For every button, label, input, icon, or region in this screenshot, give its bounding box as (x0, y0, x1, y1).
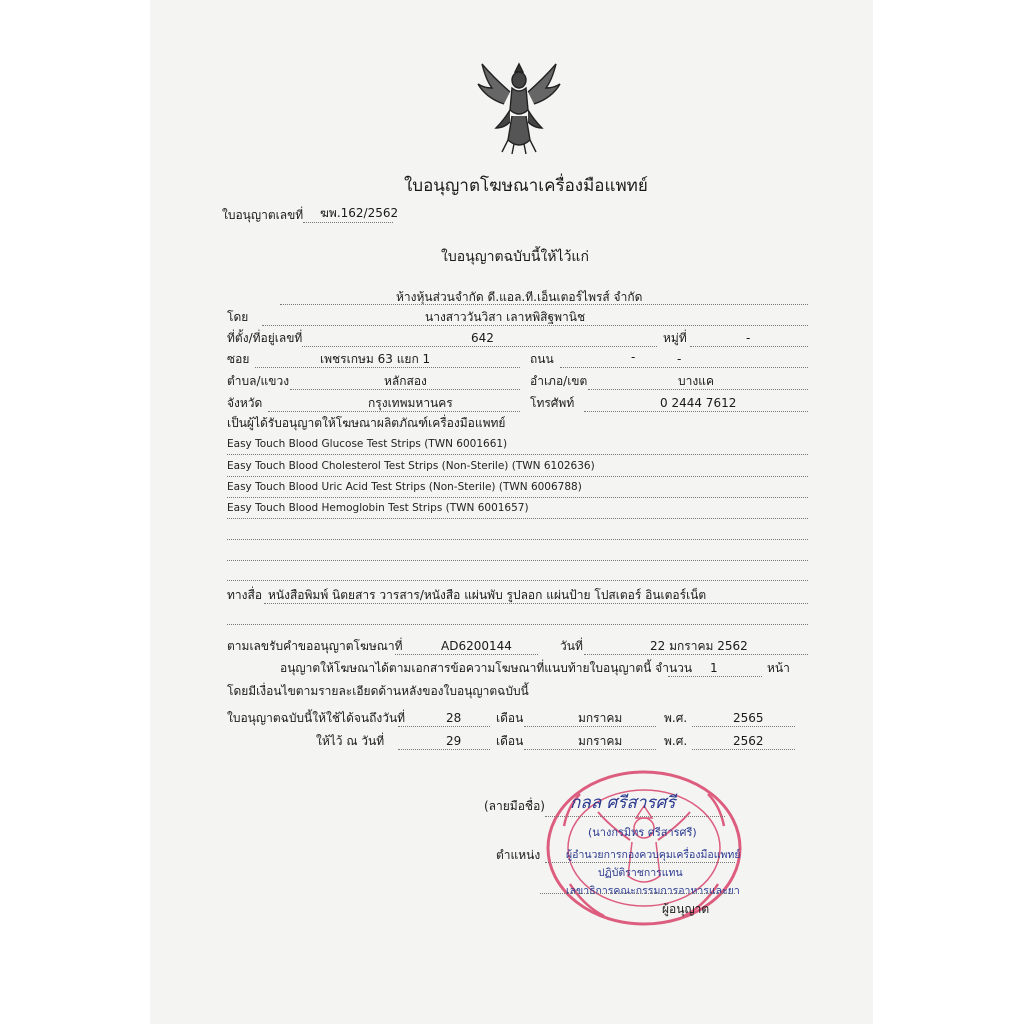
phone-label: โทรศัพท์ (530, 396, 575, 410)
product-item: Easy Touch Blood Hemoglobin Test Strips (TWN 6001657) (227, 502, 529, 514)
moo-value: - (746, 331, 751, 345)
province-value: กรุงเทพมหานคร (368, 396, 453, 410)
valid-until-day-line (398, 726, 490, 727)
product-item: Easy Touch Blood Glucose Test Strips (TWN 6001661) (227, 438, 508, 450)
address-no-line (302, 346, 657, 347)
issued-on-year-label: พ.ศ. (664, 734, 688, 748)
valid-until-month-line (524, 726, 656, 727)
valid-until-day: 28 (446, 711, 462, 725)
issued-on-month-line (524, 749, 656, 750)
product-line (227, 497, 808, 498)
subdistrict-line (290, 389, 520, 390)
request-date-line (584, 654, 808, 655)
media-line (264, 603, 808, 604)
request-label: ตามเลขรับคำขออนุญาตโฆษณาที่ (227, 639, 403, 653)
media-label: ทางสื่อ (227, 588, 263, 602)
road-dot: - (631, 350, 636, 364)
signature-script: กลล ศรีสารศรี (570, 793, 676, 813)
issued-on-label: ให้ไว้ ณ วันที่ (316, 734, 385, 748)
representative-line (262, 325, 808, 326)
position-line (540, 893, 735, 894)
issued-on-day: 29 (446, 734, 462, 748)
permission-text: เป็นผู้ได้รับอนุญาตให้โฆษณาผลิตภัณฑ์เครื่องมือแพทย์ (227, 416, 506, 430)
product-line (227, 454, 808, 455)
media-value: หนังสือพิมพ์ นิตยสาร วารสาร/หนังสือ แผ่นพับ รูปลอก แผ่นป้าย โปสเตอร์ อินเตอร์เน็ต (268, 588, 707, 602)
phone-value: 0 2444 7612 (660, 396, 737, 410)
license-no-line (303, 222, 393, 223)
moo-label: หมู่ที่ (663, 331, 687, 345)
license-no-value: ฆพ.162/2562 (320, 206, 399, 220)
province-label: จังหวัด (227, 396, 263, 410)
request-date-label: วันที่ (560, 639, 583, 653)
phone-line (584, 411, 808, 412)
soi-label: ซอย (227, 352, 250, 366)
road-label: ถนน (530, 352, 554, 366)
valid-until-year-label: พ.ศ. (664, 711, 688, 725)
licensor-label: ผู้อนุญาต (662, 902, 710, 916)
license-no-label: ใบอนุญาตเลขที่ (222, 208, 304, 222)
valid-until-year-line (692, 726, 795, 727)
attachment-count-line (668, 676, 762, 677)
district-line (588, 389, 808, 390)
issued-on-day-line (398, 749, 490, 750)
blank-line (227, 560, 808, 561)
signature-label: (ลายมือชื่อ) (484, 799, 545, 813)
issued-on-year: 2562 (733, 734, 764, 748)
subdistrict-label: ตำบล/แขวง (227, 374, 290, 388)
by-label: โดย (227, 310, 249, 324)
road-value: - (677, 352, 682, 366)
valid-until-month-label: เดือน (496, 711, 524, 725)
conditions-text: โดยมีเงื่อนไขตามรายละเอียดด้านหลังของใบอนุญาตฉบับนี้ (227, 684, 529, 698)
request-no-line (395, 654, 538, 655)
signature-line (545, 816, 725, 817)
issued-on-year-line (692, 749, 795, 750)
address-no-value: 642 (471, 331, 494, 345)
attachment-count: 1 (710, 661, 718, 675)
moo-line (690, 346, 808, 347)
soi-value: เพชรเกษม 63 แยก 1 (320, 352, 431, 366)
company-name: ห้างหุ้นส่วนจำกัด ดี.แอล.ที.เอ็นเตอร์ไพรส์ จำกัด (396, 290, 643, 304)
road-line (560, 367, 808, 368)
request-no: AD6200144 (441, 639, 512, 653)
valid-until-year: 2565 (733, 711, 764, 725)
district-label: อำเภอ/เขต (530, 374, 588, 388)
soi-line (255, 367, 520, 368)
blank-line (227, 624, 808, 625)
product-item: Easy Touch Blood Cholesterol Test Strips (Non-Sterile) (TWN 6102636) (227, 460, 595, 472)
page-label: หน้า (767, 661, 790, 675)
position-line3: เลขาธิการคณะกรรมการอาหารและยา (566, 885, 740, 897)
product-item: Easy Touch Blood Uric Acid Test Strips (Non-Sterile) (TWN 6006788) (227, 481, 582, 493)
valid-until-label: ใบอนุญาตฉบับนี้ให้ใช้ได้จนถึงวันที่ (227, 711, 406, 725)
position-line2: ปฏิบัติราชการแทน (598, 867, 683, 879)
product-line (227, 476, 808, 477)
representative-name: นางสาววันวิสา เลาหพิสิฐพานิช (425, 310, 586, 324)
company-line (280, 304, 808, 305)
district-value: บางแค (678, 374, 714, 388)
position-line (545, 862, 735, 863)
blank-line (227, 539, 808, 540)
blank-line (227, 580, 808, 581)
request-date: 22 มกราคม 2562 (650, 639, 748, 653)
province-line (268, 411, 520, 412)
position-label: ตำแหน่ง (496, 848, 541, 862)
issued-on-month-label: เดือน (496, 734, 524, 748)
issued-to-heading: ใบอนุญาตฉบับนี้ให้ไว้แก่ (441, 249, 589, 265)
attachment-text: อนุญาตให้โฆษณาได้ตามเอกสารข้อความโฆษณาที่แนบท้ายใบอนุญาตนี้ จำนวน (280, 661, 693, 675)
signer-name: (นางกรมิทร ศรีสารศรี) (588, 826, 697, 839)
valid-until-month: มกราคม (578, 711, 623, 725)
official-stamp-icon (540, 766, 748, 928)
position-line1: ผู้อำนวยการกองควบคุมเครื่องมือแพทย์ (566, 849, 741, 861)
subdistrict-value: หลักสอง (384, 374, 427, 388)
issued-on-month: มกราคม (578, 734, 623, 748)
garuda-emblem-icon (474, 58, 564, 156)
document-title: ใบอนุญาตโฆษณาเครื่องมือแพทย์ (404, 176, 648, 196)
address-no-label: ที่ตั้ง/ที่อยู่เลขที่ (227, 331, 303, 345)
product-line (227, 518, 808, 519)
